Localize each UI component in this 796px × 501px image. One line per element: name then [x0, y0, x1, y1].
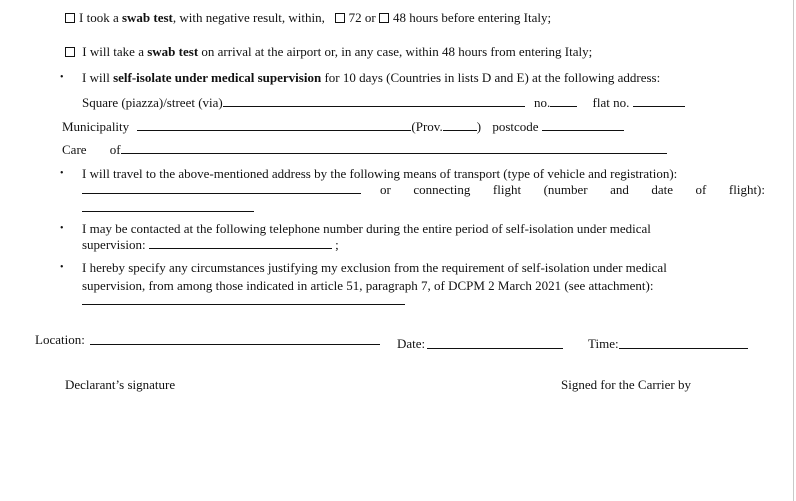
time-label: Time: — [588, 336, 619, 351]
municipality-line — [62, 120, 624, 133]
bullet-transport: • — [60, 168, 64, 179]
contact-line-1: I may be contacted at the following telephone number during the entire period of self-isolation under medical — [82, 221, 651, 236]
municipality-label: Municipality — [62, 119, 130, 134]
carrier-signature-label: Signed for the Carrier by — [561, 377, 691, 392]
care-label: Care — [62, 142, 87, 157]
contact-line-2 — [82, 238, 339, 251]
transport-flight-field[interactable] — [82, 211, 254, 212]
transport-vehicle-field[interactable] — [82, 193, 361, 194]
prov-field[interactable] — [443, 120, 477, 131]
transport-word-of: of — [695, 182, 707, 197]
flat-no-label: flat no. — [592, 95, 630, 110]
swab-test-arrival-option — [65, 45, 592, 58]
checkbox-72-hours[interactable] — [335, 13, 345, 23]
postcode-field[interactable] — [542, 120, 624, 131]
contact-semicolon: ; — [335, 237, 339, 252]
transport-word-or: or — [380, 182, 391, 197]
swab-before-bold: swab test — [121, 10, 173, 25]
transport-word-number: (number — [543, 182, 588, 197]
bullet-contact: • — [60, 223, 64, 234]
care-of-line — [62, 143, 667, 156]
prov-close: ) — [476, 119, 482, 134]
location-label: Location: — [35, 332, 85, 347]
postcode-label: postcode — [492, 119, 539, 134]
opt-72-label: 72 — [348, 10, 362, 25]
checkbox-48-hours[interactable] — [379, 13, 389, 23]
circumstances-field[interactable] — [82, 304, 405, 305]
transport-word-date: date — [651, 182, 674, 197]
date-label: Date: — [397, 336, 426, 351]
flat-no-field[interactable] — [633, 96, 685, 107]
circumstances-line-2: supervision, from among those indicated in article 51, paragraph 7, of DCPM 2 March 2021 (see attachment): — [82, 278, 654, 293]
street-field[interactable] — [223, 96, 525, 107]
swab-arrival-bold: swab test — [147, 44, 199, 59]
bullet-circumstances: • — [60, 262, 64, 273]
location-field[interactable] — [90, 344, 380, 345]
transport-word-flight: flight — [492, 182, 522, 197]
transport-word-flight-close: flight): — [728, 182, 765, 197]
circumstances-line-1: I hereby specify any circumstances justifying my exclusion from the requirement of self-isolation under medical — [82, 260, 667, 275]
municipality-field[interactable] — [137, 120, 411, 131]
self-isolate-prefix: I will — [82, 70, 110, 85]
swab-before-prefix: I took a — [79, 10, 119, 25]
self-isolate-bold: self-isolate under medical supervision — [113, 70, 322, 85]
date-field[interactable] — [427, 348, 563, 349]
opt-48-label: 48 hours before entering Italy; — [393, 10, 552, 25]
swab-test-before-option — [65, 11, 551, 24]
transport-line-2 — [380, 183, 765, 196]
care-of-field[interactable] — [121, 143, 667, 154]
or-word: or — [364, 10, 376, 25]
square-street-label: Square (piazza)/street (via) — [82, 95, 223, 110]
contact-supervision-label: supervision: — [82, 237, 146, 252]
checkbox-swab-arrival[interactable] — [65, 47, 75, 57]
declarant-signature-label: Declarant’s signature — [65, 377, 176, 392]
swab-arrival-prefix: I will take a — [82, 44, 144, 59]
street-no-field[interactable] — [550, 96, 577, 107]
checkbox-swab-before[interactable] — [65, 13, 75, 23]
street-no-label: no. — [534, 95, 551, 110]
transport-word-connecting: connecting — [413, 182, 471, 197]
address-line — [82, 96, 685, 109]
swab-arrival-suffix: on arrival at the airport or, in any case, within 48 hours from entering Italy; — [201, 44, 593, 59]
time-field[interactable] — [619, 348, 748, 349]
self-isolate-suffix: for 10 days (Countries in lists D and E) at the following address: — [324, 70, 661, 85]
swab-before-mid: , with negative result, within, — [172, 10, 325, 25]
self-isolate-line — [82, 71, 660, 84]
transport-word-and: and — [610, 182, 629, 197]
page-right-edge — [793, 0, 794, 501]
transport-line-1: I will travel to the above-mentioned address by the following means of transport (type of vehicle and registration): — [82, 166, 678, 181]
of-label: of — [109, 142, 121, 157]
telephone-field[interactable] — [149, 238, 332, 249]
prov-label: (Prov. — [411, 119, 443, 134]
bullet-self-isolate: • — [60, 72, 64, 83]
